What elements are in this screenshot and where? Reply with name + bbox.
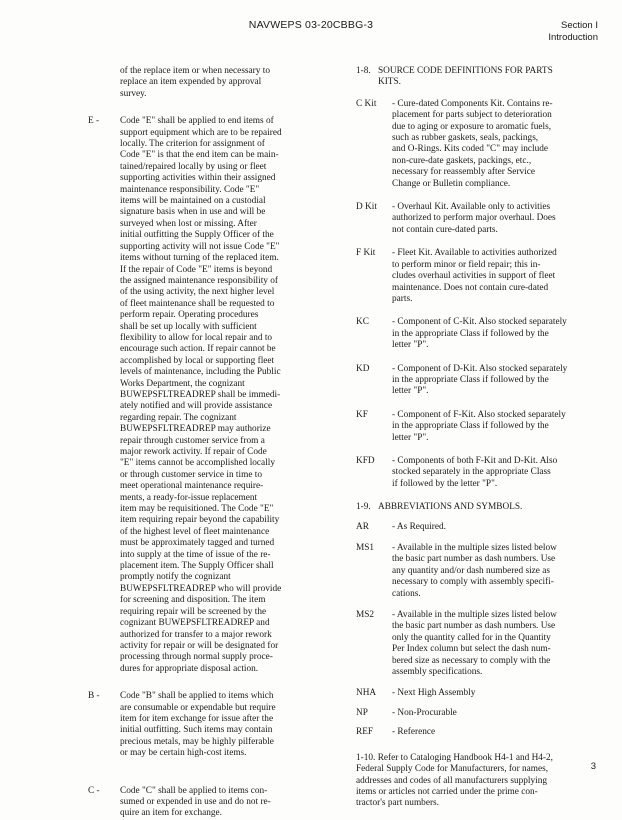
kit-definition-code: KF: [356, 409, 368, 420]
abbreviation-text: - Available in the multiple sizes listed below the basic part number as dash numbers. Use any quantity and/or dash numbered size as necessary to comply with assembly specifi- cations.: [392, 543, 557, 599]
kit-definition-item: [356, 248, 600, 305]
abbreviation-item: [356, 708, 600, 719]
abbreviation-code: REF: [356, 727, 374, 738]
abbreviation-code: NP: [356, 707, 368, 718]
kit-definition-item: [356, 456, 600, 490]
kit-definition-text: - Component of F-Kit. Also stocked separately in the appropriate Class if followed by the letter "P".: [392, 409, 566, 443]
kit-definition-code: F Kit: [356, 248, 376, 259]
kit-definition-text: - Component of C-Kit. Also stocked separately in the appropriate Class if followed by the letter "P".: [392, 317, 567, 351]
code-c-paragraph: [88, 786, 324, 820]
kit-definition-item: [356, 364, 600, 398]
kit-definition-item: [356, 99, 600, 190]
abbreviation-code: MS1: [356, 543, 375, 553]
abbreviation-text: - Next High Assembly: [392, 688, 476, 699]
code-b-text: Code "B" shall be applied to items which are consumable or expendable but require item for item exchange for issue after the initial outfitting. Such items may contain precious metals, may be highly pilferable or may be certain high-cost items.: [120, 691, 276, 759]
code-b-paragraph: [88, 691, 324, 759]
kit-definition-text: - Components of both F-Kit and D-Kit. Also stocked separately in the appropriate Class if followed by the letter "P".: [392, 455, 558, 489]
abbreviation-list: [356, 522, 600, 739]
section-1-9-number: 1-9.: [356, 502, 371, 513]
code-c-label: C -: [88, 785, 100, 796]
code-e-text: Code "E" shall be applied to end items of support equipment which are to be repaired locally. The criterion for assignment of Code "E" is that the end item can be main- tained/repaired locally by using or fleet supporting activities within their assigned maintenance responsibility. Code "E" items will be maintained on a custodial signature basis when in use and will be surveyed when lost or missing. After initial outfitting the Supply Officer of the supporting activity will not issue Code "E" items without turning of the replaced item. If the repair of Code "E" items is beyond the assigned maintenance responsibility of of the using activity, the next higher level of fleet maintenance shall be requested to perform repair. Operating procedures shall be set up locally with sufficient flexibility to allow for local repair and to encourage such action. If repair cannot be accomplished by local or supporting fleet levels of maintenance, including the Public Works Department, the cognizant BUWEPSFLTREADREP shall be immedi- ately notified and will provide assistance regarding repair. The cognizant BUWEPSFLTREADREP may authorize repair through customer service from a major rework activity. If repair of Code "E" items cannot be accomplished locally or through customer service in time to meet operational maintenance require- ments, a ready-for-issue replacement item may be requisitioned. The Code "E" item requiring repair beyond the capability of the highest level of fleet maintenance must be approximately tagged and turned into supply at the time of issue of the re- placement item. The Supply Officer shall promptly notify the cognizant BUWEPSFLTREADREP who will provide for screening and disposition. The item requiring repair will be screened by the cognizant BUWEPSFLTREADREP and authorized for transfer to a major rework activity for repair or will be designated for processing through normal supply proce- dures for appropriate disposal action.: [120, 116, 282, 674]
abbreviation-code: NHA: [356, 688, 377, 699]
abbreviation-item: [356, 522, 600, 533]
section-title: Introduction: [548, 31, 598, 43]
document-number: NAVWEPS 03-20CBBG-3: [248, 19, 374, 31]
section-heading: [548, 20, 598, 43]
code-b-label: B -: [88, 691, 100, 702]
abbreviation-item: [356, 610, 600, 678]
kit-definition-text: - Component of D-Kit. Also stocked separately in the appropriate Class if followed by the letter "P".: [392, 363, 568, 397]
section-1-9-heading: [356, 502, 600, 513]
abbreviation-code: AR: [356, 521, 369, 532]
kit-definition-code: KFD: [356, 455, 375, 466]
kit-definition-text: - Cure-dated Components Kit. Contains re- placement for parts subject to deterioration due to aging or exposure to aromatic fuels, such as rubber gaskets, seals, packings, and O-Rings. Kits coded "C" may include non-cure-date gaskets, packings, etc., necessary for reassembly after Service Change or Bulletin compliance.: [392, 98, 553, 189]
kit-definitions-list: [356, 99, 600, 490]
kit-definition-item: [356, 317, 600, 351]
left-column: [88, 66, 324, 820]
abbreviation-text: - As Required.: [392, 521, 446, 532]
code-e-label: E -: [88, 116, 100, 127]
section-1-9-title: ABBREVIATIONS AND SYMBOLS.: [378, 502, 523, 513]
kit-definition-code: D Kit: [356, 202, 377, 213]
section-1-8-heading: [356, 66, 600, 89]
right-column: [356, 66, 600, 810]
code-c-text: Code "C" shall be applied to items con- sumed or expended in use and do not re- quire an item for exchange.: [120, 785, 271, 819]
kit-definition-item: [356, 202, 600, 236]
kit-definition-code: KC: [356, 317, 369, 328]
section-label: Section I: [561, 20, 598, 31]
kit-definition-item: [356, 410, 600, 444]
section-1-8-title: SOURCE CODE DEFINITIONS FOR PARTS KITS.: [378, 66, 553, 88]
section-1-10-paragraph: 1-10. Refer to Cataloging Handbook H4-1 and H4-2, Federal Supply Code for Manufacturers, for names, addresses and codes of all manufacturers supplying items or articles not carried under the prime con- tractor's part numbers.: [356, 752, 554, 809]
kit-definition-code: C Kit: [356, 98, 377, 109]
section-1-8-number: 1-8.: [356, 66, 371, 76]
abbreviation-text: - Non-Procurable: [392, 707, 457, 718]
kit-definition-text: - Fleet Kit. Available to activities authorized to perform minor or field repair; this in- cludes overhaul activities in support of fleet maintenance. Does not contain cure-dated parts.: [392, 248, 557, 304]
code-e-paragraph: [88, 116, 324, 675]
kit-definition-text: - Overhaul Kit. Available only to activities authorized to perform major overhaul. Does not contain cure-dated parts.: [392, 202, 556, 235]
page-number: 3: [590, 760, 596, 772]
abbreviation-text: - Available in the multiple sizes listed below the basic part number as dash numbers. Use only the quantity called for in the Quantity Per Index column but select the dash num- bered size as necessary to comply with the assembly specifications.: [392, 610, 557, 678]
abbreviation-text: - Reference: [392, 727, 436, 738]
abbreviation-item: [356, 727, 600, 738]
abbreviation-item: [356, 543, 600, 600]
kit-definition-code: KD: [356, 363, 370, 374]
abbreviation-item: [356, 688, 600, 699]
abbreviation-code: MS2: [356, 610, 375, 621]
continued-paragraph: of the replace item or when necessary to replace an item expended by approval survey.: [120, 66, 270, 99]
